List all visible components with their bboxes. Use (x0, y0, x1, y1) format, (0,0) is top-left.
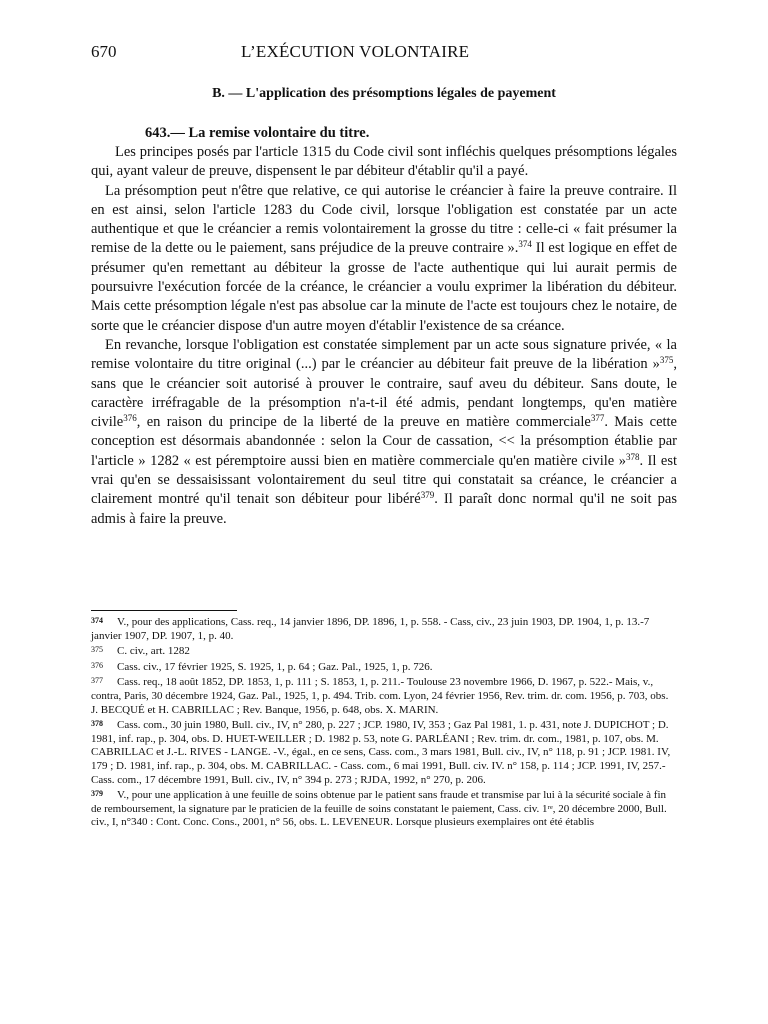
body-text (91, 143, 677, 529)
paragraph-text: Il est logique en effet de présumer qu'en remettant au débiteur la grosse de l'acte authentique qui lui aurait permis de poursuivre l'exécution forcée de la créance, le créancier a voulu exprimer la libération du débiteur. Mais cette présomption légale n'est pas absolue car la minute de l'acte est toujours chez le notaire, de sorte que le créancier dispose d'un autre moyen d'établir l'existence de sa créance. (91, 240, 678, 334)
footnote-reference[interactable]: 376 (123, 413, 137, 424)
paragraph-text: La présomption peut n'être que relative, ce qui autorise le créancier à faire la preuve contraire. Il en est ainsi, selon l'article 1283 du Code civil, lorsque l'obligation est constatée par un acte authentique et que le créancier a remis volontairement la grosse du titre : celle-ci « fait présumer la remise de la dette ou le paiement, sans préjudice de la preuve contraire ». (91, 182, 677, 257)
footnote-number: 378 (91, 719, 103, 729)
footnote-reference[interactable]: 378 (625, 451, 640, 462)
footnote-reference[interactable]: 377 (590, 413, 605, 424)
footnote-text: C. civ., art. 1282 (117, 645, 190, 658)
page-header (91, 42, 691, 66)
footnote-text: Cass. req., 18 août 1852, DP. 1853, 1, p. 111 ; S. 1853, 1, p. 211.- Toulouse 23 novembre 1966, D. 1967, p. 522.- Mais, v., contra, Paris, 30 décembre 1924, Gaz. Pal., 1925, 1, p. 494. Trib. com. Lyon, 24 février 1956, Rev. trim. dr. com. 1956, p. 703, obs. J. BECQUÉ et H. CABRILLAC ; Rev. Banque, 1956, p. 648, obs. X. MARIN. (91, 676, 669, 716)
section-heading: B. — L'application des présomptions légales de payement (212, 86, 556, 101)
footnote-number: 374 (91, 616, 103, 625)
paragraph-text: . Il paraît donc normal qu'il ne soit pas admis à faire la preuve. (91, 491, 677, 527)
page-number: 670 (91, 42, 117, 61)
footnote (91, 717, 677, 787)
paragraph-text: Les principes posés par l'article 1315 du Code civil sont infléchis quelques présomptions légales qui, ayant valeur de preuve, dispensent le par débiteur d'établir qu'il a payé. (91, 144, 677, 180)
footnote-text: V., pour une application à une feuille de soins obtenue par le patient sans fraude et transmise par lui à la sécurité sociale à fin de remboursement, la signature par le praticien de la feuille de soins constatant le paiement, Cass. civ. 1ʳᵉ, 20 décembre 2000, Bull. civ., I, n°340 : Cont. Conc. Cons., 2001, n° 56, obs. L. LEVENEUR. Lorsque plusieurs exemplaires ont été établis (91, 789, 667, 829)
footnotes (91, 614, 677, 830)
footnote-number: 375 (91, 645, 103, 655)
footnote-number: 379 (91, 789, 103, 799)
paragraph-text: En revanche, lorsque l'obligation est constatée simplement par un acte sous signature privée, « la remise volontaire du titre original (...) par le créancier au débiteur fait preuve de la libération » (91, 336, 677, 373)
paragraph-text: , en raison du principe de la liberté de la preuve en matière commerciale (136, 414, 591, 431)
footnote-text: Cass. civ., 17 février 1925, S. 1925, 1, p. 64 ; Gaz. Pal., 1925, 1, p. 726. (117, 660, 433, 673)
paragraph-text: . Mais cette conception est désormais abandonnée : selon la Cour de cassation, << la présomption établie par l'article » 1282 « est péremptoire aussi bien en matière commerciale qu'en matière civile » (91, 414, 677, 469)
body-paragraph (91, 336, 677, 529)
footnote (91, 643, 677, 659)
paragraph-text: . Il est vrai qu'en se dessaisissant volontairement du seul titre qui constatait sa créance, le créancier a clairement montré qu'il tenait son débiteur pour libéré (91, 452, 677, 508)
footnote-reference[interactable]: 375 (659, 355, 674, 366)
running-head: L’EXÉCUTION VOLONTAIRE (241, 42, 470, 61)
footnote-reference[interactable]: 374 (518, 239, 532, 250)
footnote (91, 787, 677, 830)
footnote-number: 377 (91, 676, 103, 686)
footnote (91, 659, 677, 675)
footnote-number: 376 (91, 660, 103, 670)
footnote (91, 614, 677, 643)
footnote-text: Cass. com., 30 juin 1980, Bull. civ., IV, n° 280, p. 227 ; JCP. 1980, IV, 353 ; Gaz Pal 1981, 1. p. 431, note J. DUPICHOT ; D. 1981, inf. rap., p. 304, obs. D. HUET-WEILLER ; D. 1982 p. 53, note G. PARLÉANI ; Rev. trim. dr. com., 1981, p. 107, obs. M. CABRILLAC et J.-L. RIVES - LANGE. -V., égal., en ce sens, Cass. com., 3 mars 1981, Bull. civ., IV, n° 118, p. 91 ; JCP. 1981. IV, 179 ; D. 1981, inf. rap., p. 304, obs. M. CABRILLAC. - Cass. com., 6 mai 1991, Bull. civ. IV. n° 158, p. 114 ; JCP. 1991, IV, 257.- Cass. com., 17 décembre 1991, Bull. civ., IV, n° 394 p. 273 ; RJDA, 1992, n° 270, p. 206. (91, 719, 671, 786)
footnote-reference[interactable]: 379 (420, 490, 435, 501)
paragraph-heading: 643.— La remise volontaire du titre. (145, 125, 370, 141)
footnote-text: V., pour des applications, Cass. req., 14 janvier 1896, DP. 1896, 1, p. 558. - Cass, civ., 23 juin 1903, DP. 1904, 1, p. 13.-7 janvier 1907, DP. 1907, 1, p. 40. (91, 616, 650, 642)
footnote (91, 674, 677, 717)
body-paragraph (91, 143, 677, 182)
paragraph-text: , sans que le créancier soit autorisé à prouver le contraire, sauf aveu du débiteur. Sans doute, le caractère irréfragable de la présomption n'a-t-il été admis, pendant longtemps, qu'en matière civile (91, 356, 677, 431)
footnote-separator (91, 610, 237, 611)
body-paragraph (91, 182, 677, 336)
